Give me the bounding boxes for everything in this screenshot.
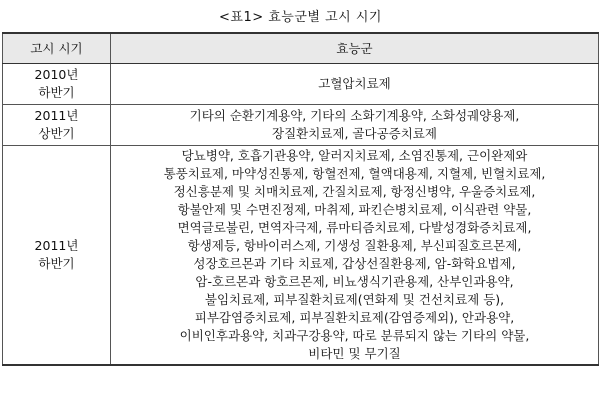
table-header-row <box>3 33 599 64</box>
efficacy-line: 기타의 순환기계용약, 기타의 소화기계용약, 소화성궤양용제, <box>189 108 520 123</box>
efficacy-cell <box>111 146 599 366</box>
efficacy-line: 피부감염증치료제, 피부질환치료제(감염증제외), 안과용약, <box>194 310 515 325</box>
table-row <box>3 64 599 105</box>
efficacy-cell <box>111 64 599 105</box>
period-line: 2011년 <box>34 108 79 123</box>
efficacy-line: 면역글로불린, 면역자극제, 류마티즘치료제, 다발성경화증치료제, <box>177 220 532 235</box>
efficacy-line: 고혈압치료제 <box>318 76 391 91</box>
efficacy-line: 암-호르몬과 항호르몬제, 비뇨생식기관용제, 산부인과용약, <box>195 274 514 289</box>
efficacy-line: 항불안제 및 수면진정제, 마취제, 파킨슨병치료제, 이식관련 약물, <box>177 202 532 217</box>
period-cell <box>3 64 111 105</box>
period-line: 하반기 <box>38 85 75 100</box>
header-efficacy-group: 효능군 <box>111 33 599 64</box>
efficacy-line: 불임치료제, 피부질환치료제(연화제 및 건선치료제 등), <box>204 292 505 307</box>
table-row <box>3 146 599 366</box>
header-period: 고시 시기 <box>3 33 111 64</box>
efficacy-group-table <box>2 32 599 366</box>
efficacy-line: 항생제등, 항바이러스제, 기생성 질환용제, 부신피질호르몬제, <box>187 238 522 253</box>
period-line: 2010년 <box>34 67 79 82</box>
table-caption: <표1> 효능군별 고시 시기 <box>219 10 382 25</box>
efficacy-line: 정신흥분제 및 치매치료제, 간질치료제, 항정신병약, 우울증치료제, <box>173 184 536 199</box>
period-line: 하반기 <box>38 256 75 271</box>
efficacy-line: 비타민 및 무기질 <box>308 346 401 361</box>
period-line: 2011년 <box>34 238 79 253</box>
period-cell <box>3 105 111 146</box>
efficacy-line: 성장호르몬과 기타 치료제, 갑상선질환용제, 암-화학요법제, <box>193 256 516 271</box>
efficacy-line: 이비인후과용약, 치과구강용약, 따로 분류되지 않는 기타의 약물, <box>179 328 530 343</box>
period-line: 상반기 <box>38 126 75 141</box>
efficacy-line: 장질환치료제, 골다공증치료제 <box>272 126 437 141</box>
efficacy-cell <box>111 105 599 146</box>
period-cell <box>3 146 111 366</box>
table-row <box>3 105 599 146</box>
efficacy-line: 통풍치료제, 마약성진통제, 항혈전제, 혈액대용제, 지혈제, 빈혈치료제, <box>163 166 546 181</box>
efficacy-line: 당뇨병약, 호흡기관용약, 알러지치료제, 소염진통제, 근이완제와 <box>181 148 528 163</box>
